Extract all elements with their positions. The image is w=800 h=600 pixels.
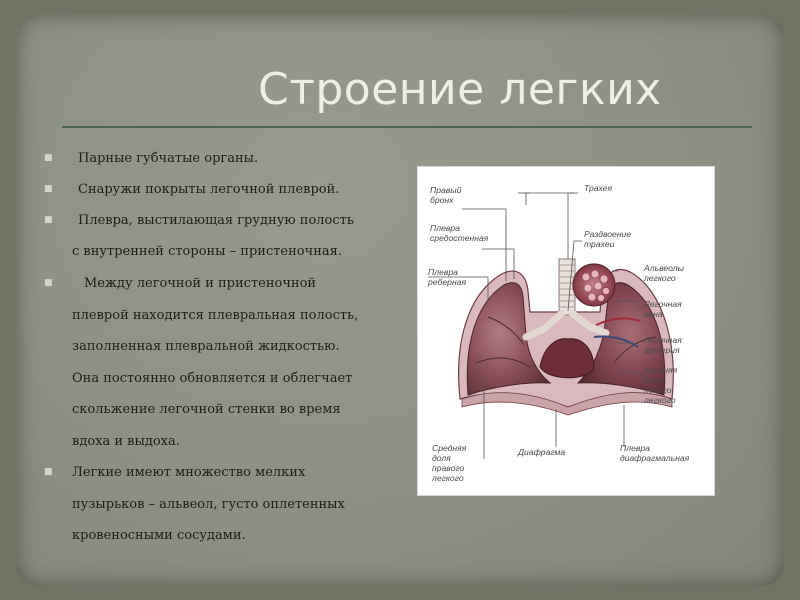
label-trachea: Трахея: [584, 183, 613, 193]
bullet-item: [44, 206, 396, 236]
label-trachea-bifurcation: Раздвоение трахеи: [584, 229, 632, 249]
bullet-marker-icon: ■: [44, 215, 53, 225]
label-costal-pleura: Плевра реберная: [428, 267, 467, 287]
bullet-marker-icon: ■: [44, 467, 53, 477]
bullet-item: [44, 458, 396, 488]
bullet-marker-icon: ■: [44, 278, 53, 288]
bullet-continuation: [44, 427, 396, 457]
label-alveoli: Альвеолы легкого: [644, 263, 684, 283]
bullet-text: Она постоянно обновляется и облегчает: [72, 371, 353, 386]
bullet-continuation: [44, 237, 396, 267]
bullet-item: [44, 269, 396, 299]
bullet-text: вдоха и выдоха.: [72, 434, 180, 449]
bullet-text: заполненная плевральной жидкостью.: [72, 339, 340, 354]
bullet-continuation: [44, 332, 396, 362]
bullet-text: кровеносными сосудами.: [72, 528, 246, 543]
label-diaphragm: Диафрагма: [518, 447, 566, 457]
bullet-continuation: [44, 521, 396, 551]
label-left-upper-lobe: Верхняя доля левого легкого: [644, 365, 678, 405]
bullet-continuation: [44, 490, 396, 520]
label-right-bronchus: Правый бронх: [430, 185, 462, 205]
label-diaphragmatic-pleura: Плевра диафрагмальная: [620, 443, 690, 463]
bullet-item: [44, 144, 396, 174]
bullet-text: пузырьков – альвеол, густо оплетенных: [72, 497, 345, 512]
bullet-text: Между легочной и пристеночной: [84, 276, 317, 291]
label-right-middle-lobe: Средняя доля правого легкого: [432, 443, 467, 483]
label-pulmonary-vein: Легочная вена: [644, 299, 682, 319]
bullet-text: Парные губчатые органы.: [78, 151, 259, 166]
bullet-text: с внутренней стороны – пристеночная.: [72, 244, 342, 259]
bullet-continuation: [44, 364, 396, 394]
slide-title: Строение легких: [258, 64, 662, 115]
bullet-text: плеврой находится плевральная полость,: [72, 308, 359, 323]
lung-anatomy-diagram: [417, 166, 715, 496]
bullet-text: скольжение легочной стенки во время: [72, 402, 341, 417]
label-pulmonary-artery: Легочная артерия: [644, 335, 682, 355]
lung-illustration: [418, 167, 714, 495]
bullet-text: Легкие имеют множество мелких: [72, 465, 306, 480]
bullet-item: [44, 175, 396, 205]
bullet-marker-icon: ■: [44, 184, 53, 194]
bullet-continuation: [44, 301, 396, 331]
label-mediastinal-pleura: Плевра средостенная: [430, 223, 489, 243]
bullet-marker-icon: ■: [44, 153, 53, 163]
title-divider: [62, 126, 752, 128]
bullet-text: Снаружи покрыты легочной плеврой.: [78, 182, 340, 197]
bullet-continuation: [44, 395, 396, 425]
bullet-text: Плевра, выстилающая грудную полость: [78, 213, 354, 228]
